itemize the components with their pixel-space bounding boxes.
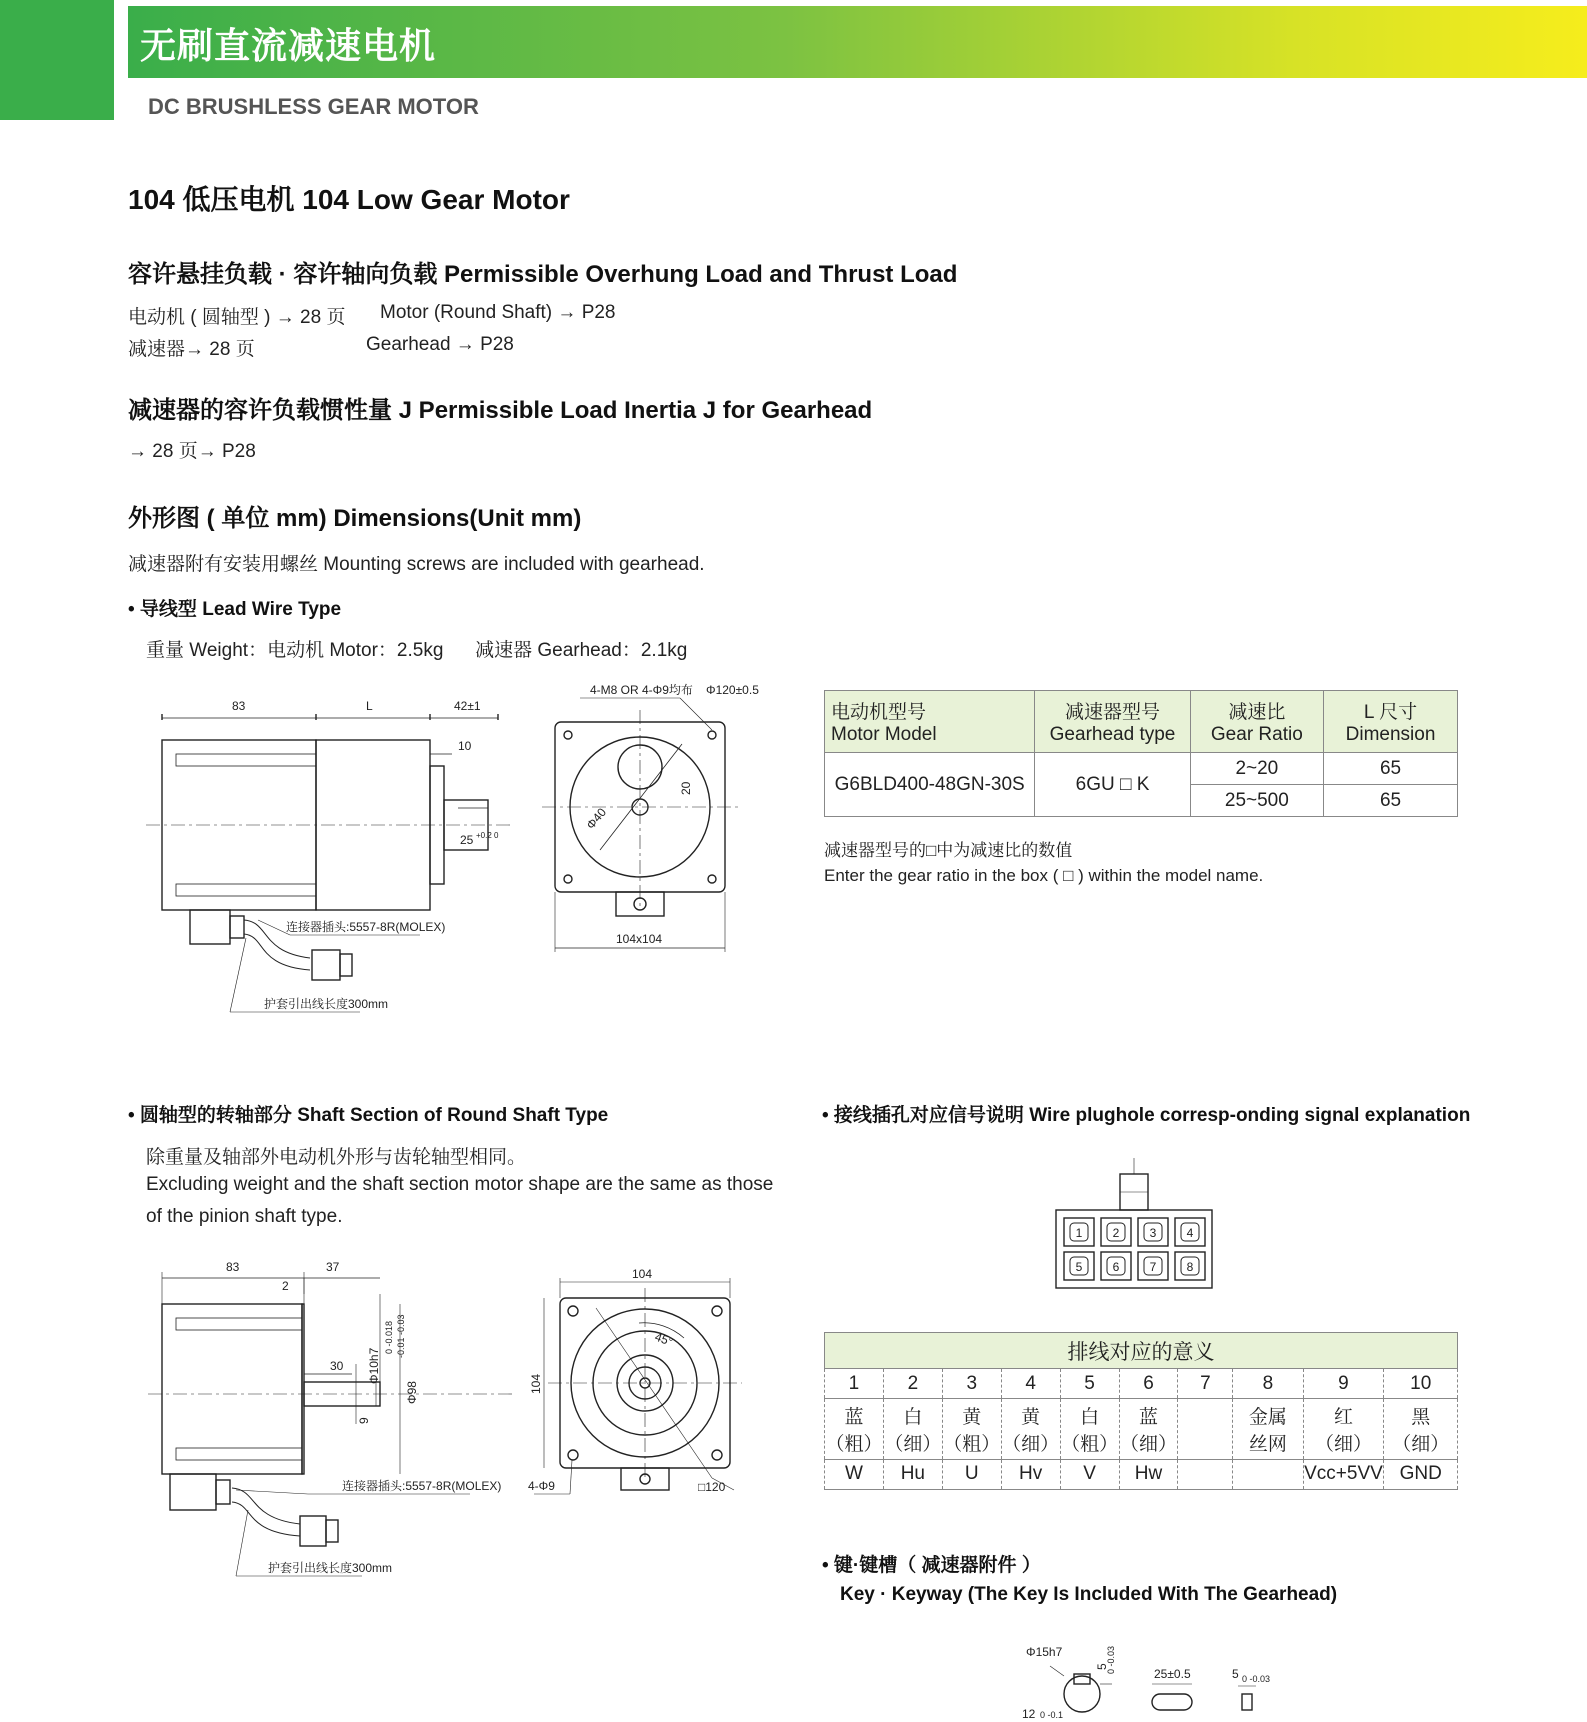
wire-number-cell: 1: [825, 1369, 884, 1399]
front-box-label: □120: [698, 1480, 726, 1494]
round-shaft-title: • 圆轴型的转轴部分 Shaft Section of Round Shaft Type: [128, 1105, 609, 1126]
connector-pin-3: [1138, 1218, 1168, 1246]
spec-gearhead-type: 6GU □ K: [1035, 753, 1190, 817]
spec-header-motor: 电动机型号 Motor Model: [825, 691, 1035, 753]
dim-37: 37: [326, 1260, 340, 1274]
wire-number-cell: 5: [1060, 1369, 1119, 1399]
key-depth-tol: 0 -0.1: [1040, 1710, 1064, 1720]
spec-table: [824, 690, 1458, 817]
wire-signal-cell: V: [1060, 1459, 1119, 1489]
load-line1-cn: 电动机 ( 圆轴型 ) → 28 页: [128, 307, 346, 328]
round-shaft-front-labels: [528, 1267, 726, 1494]
spec-dim-1: 65: [1324, 753, 1458, 785]
wire-number-cell: 9: [1303, 1369, 1384, 1399]
key-title-cn: • 键·键槽（ 减速器附件 ）: [822, 1555, 1041, 1576]
front-104-top: 104: [632, 1267, 653, 1281]
wire-color-cell: 蓝 （粗）: [825, 1399, 884, 1459]
round-shaft-side-drawing: [140, 1254, 520, 1575]
wire-color-cell: [1178, 1399, 1233, 1459]
connector-label-2: 连接器插头:5557-8R(MOLEX): [342, 1479, 502, 1493]
lead-length-label: 护套引出线长度300mm: [264, 997, 389, 1011]
page-title: 104 低压电机 104 Low Gear Motor: [128, 184, 570, 215]
connector-label: 连接器插头:5557-8R(MOLEX): [286, 920, 446, 934]
lead-wire-side-labels: [232, 699, 499, 1011]
lead-wire-weight: 重量 Weight：电动机 Motor：2.5kg 减速器 Gearhead：2.1kg: [146, 640, 688, 661]
dim-30: 30: [330, 1359, 344, 1373]
wire-color-cell: 红 （细）: [1303, 1399, 1384, 1459]
dimensions-note: 减速器附有安装用螺丝 Mounting screws are included with gearhead.: [128, 554, 705, 575]
key-depth-label: 12: [1022, 1707, 1036, 1721]
pilot-dia: Φ98: [405, 1381, 419, 1404]
wire-signal-cell: [1178, 1459, 1233, 1489]
spec-header-dimension: L 尺寸 Dimension: [1324, 691, 1458, 753]
shaft-tol: 0 -0.018: [384, 1320, 394, 1354]
wire-table: [824, 1332, 1458, 1490]
pilot-tol: -0.01 -0.03: [396, 1314, 406, 1358]
inertia-ref: → 28 页→ P28: [128, 441, 256, 462]
front-104-side: 104: [529, 1373, 543, 1394]
connector-pin-5: [1064, 1252, 1094, 1280]
connector-pin-label: 1: [1075, 1226, 1083, 1240]
wire-color-cell: 黄 （粗）: [942, 1399, 1001, 1459]
connector-pin-label: 8: [1186, 1260, 1194, 1274]
load-line2-cn: 减速器→ 28 页: [128, 339, 255, 360]
dim-83: 83: [232, 699, 246, 713]
lead-wire-title: • 导线型 Lead Wire Type: [128, 599, 342, 620]
key-thickness-tol: 0 -0.03: [1242, 1674, 1271, 1684]
connector-plug-drawing: [1054, 1156, 1214, 1292]
connector-pins: [1064, 1218, 1205, 1280]
connector-pin-label: 6: [1112, 1260, 1120, 1274]
wire-signal-cell: Hu: [883, 1459, 942, 1489]
dim-l: L: [366, 699, 373, 713]
load-line2-en: Gearhead → P28: [366, 334, 514, 355]
wire-color-cell: 蓝 （细）: [1119, 1399, 1178, 1459]
wire-color-cell: 金属 丝网: [1233, 1399, 1303, 1459]
dim-83b: 83: [226, 1260, 240, 1274]
inertia-heading: 减速器的容许负载惯性量 J Permissible Load Inertia J for Gearhead: [128, 397, 873, 424]
wire-color-cell: 黄 （细）: [1001, 1399, 1060, 1459]
connector-pin-2: [1101, 1218, 1131, 1246]
wire-number-row: [825, 1369, 1458, 1399]
front-pcd-label: Φ120±0.5: [706, 683, 759, 697]
key-title-en: Key · Keyway (The Key Is Included With The Gearhead): [840, 1584, 1338, 1605]
wire-signal-row: [825, 1459, 1458, 1489]
dim-25-tol: +0.2 0: [476, 831, 499, 840]
connector-pin-label: 5: [1075, 1260, 1083, 1274]
wire-color-cell: 黑 （细）: [1384, 1399, 1458, 1459]
connector-pin-6: [1101, 1252, 1131, 1280]
spec-ratio-1: 2~20: [1190, 753, 1323, 785]
table-row: [825, 753, 1458, 785]
round-shaft-front-drawing: [524, 1268, 764, 1508]
spec-note-cn: 减速器型号的□中为减速比的数值: [824, 841, 1073, 860]
dim-10: 10: [458, 739, 472, 753]
key-width-tol: 0 -0.03: [1106, 1645, 1116, 1674]
spec-ratio-2: 25~500: [1190, 785, 1323, 817]
connector-pin-label: 2: [1112, 1226, 1120, 1240]
round-shaft-desc-en2: of the pinion shaft type.: [146, 1206, 343, 1227]
wiring-title: • 接线插孔对应信号说明 Wire plughole corresp-onding signal explanation: [822, 1105, 1471, 1126]
wire-number-cell: 2: [883, 1369, 942, 1399]
wire-signal-cell: W: [825, 1459, 884, 1489]
spec-dim-2: 65: [1324, 785, 1458, 817]
connector-pin-label: 3: [1149, 1226, 1157, 1240]
connector-pin-label: 4: [1186, 1226, 1194, 1240]
front-size-label: 104x104: [616, 932, 663, 946]
wire-signal-cell: Vcc+5VV: [1303, 1459, 1384, 1489]
front-holes-label: 4-M8 OR 4-Φ9均布: [590, 683, 693, 697]
header-title-cn: 无刷直流减速电机: [140, 25, 437, 66]
dimensions-heading: 外形图 ( 单位 mm) Dimensions(Unit mm): [128, 505, 582, 532]
wire-number-cell: 4: [1001, 1369, 1060, 1399]
spec-note-en: Enter the gear ratio in the box ( □ ) within the model name.: [824, 866, 1264, 885]
round-shaft-side-labels: [226, 1260, 501, 1575]
connector-pin-1: [1064, 1218, 1094, 1246]
load-line1-en: Motor (Round Shaft) → P28: [380, 302, 616, 323]
front-20-label: 20: [679, 781, 693, 795]
key-keyway-labels: [1022, 1645, 1270, 1721]
wire-color-row: [825, 1399, 1458, 1459]
wire-signal-cell: Hw: [1119, 1459, 1178, 1489]
spec-header-ratio: 减速比 Gear Ratio: [1190, 691, 1323, 753]
key-keyway-drawing: [1010, 1634, 1280, 1722]
header-title-en: DC BRUSHLESS GEAR MOTOR: [148, 94, 479, 119]
dim-25: 25: [460, 833, 474, 847]
spec-motor-model: G6BLD400-48GN-30S: [825, 753, 1035, 817]
spec-header-gearhead: 减速器型号 Gearhead type: [1035, 691, 1190, 753]
wire-signal-cell: [1233, 1459, 1303, 1489]
key-width-label: 5: [1095, 1663, 1109, 1670]
wire-number-cell: 6: [1119, 1369, 1178, 1399]
wire-number-cell: 10: [1384, 1369, 1458, 1399]
wire-color-cell: 白 （细）: [883, 1399, 942, 1459]
connector-pin-label: 7: [1149, 1260, 1157, 1274]
wire-number-cell: 8: [1233, 1369, 1303, 1399]
wire-number-cell: 7: [1178, 1369, 1233, 1399]
round-shaft-desc-en1: Excluding weight and the shaft section motor shape are the same as those: [146, 1174, 774, 1195]
round-shaft-desc-cn: 除重量及轴部外电动机外形与齿轮轴型相同。: [146, 1147, 527, 1168]
key-shaft-label: Φ15h7: [1026, 1645, 1063, 1659]
lead-wire-front-drawing: [540, 680, 790, 970]
lead-wire-side-drawing: [140, 690, 520, 1011]
front-45-label: 45°: [652, 1329, 675, 1350]
dim-42: 42±1: [454, 699, 481, 713]
front-holes-label-2: 4-Φ9: [528, 1479, 555, 1493]
connector-pin-4: [1175, 1218, 1205, 1246]
front-40-label: Φ40: [583, 805, 610, 832]
load-heading: 容许悬挂负载 · 容许轴向负载 Permissible Overhung Load and Thrust Load: [128, 261, 958, 288]
wire-signal-cell: GND: [1384, 1459, 1458, 1489]
dim-9: 9: [357, 1417, 371, 1424]
wire-color-cell: 白 （粗）: [1060, 1399, 1119, 1459]
wire-signal-cell: U: [942, 1459, 1001, 1489]
connector-pin-7: [1138, 1252, 1168, 1280]
connector-pin-8: [1175, 1252, 1205, 1280]
shaft-dia: Φ10h7: [367, 1347, 381, 1384]
dim-2: 2: [282, 1279, 289, 1293]
wire-signal-cell: Hv: [1001, 1459, 1060, 1489]
wire-table-caption: 排线对应的意义: [825, 1333, 1458, 1369]
header-accent-block: [0, 0, 114, 120]
lead-length-label-2: 护套引出线长度300mm: [268, 1561, 393, 1575]
key-thickness-label: 5: [1232, 1667, 1239, 1681]
key-length-label: 25±0.5: [1154, 1667, 1191, 1681]
wire-number-cell: 3: [942, 1369, 1001, 1399]
